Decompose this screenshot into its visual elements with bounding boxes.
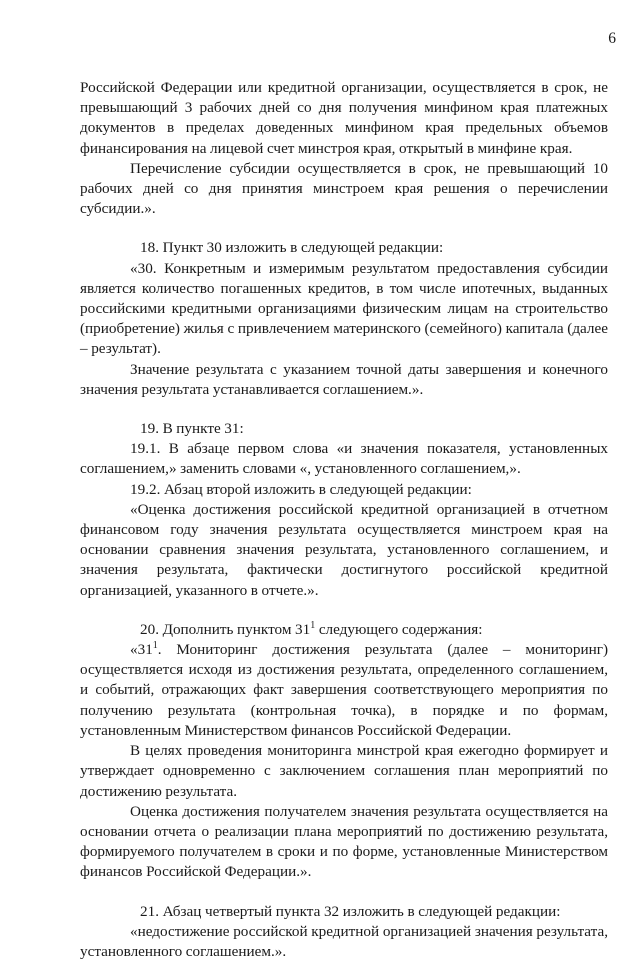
paragraph-gap xyxy=(80,601,608,620)
paragraph-assessment: «Оценка достижения российской кредитной организацией в отчетном финансовом году значения результата осуществляется минстроем края на основании сравнения значения результата, установленного соглашением, и значения результата, фактически достигнутого российской кредитной организацией, указанного в отчете.». xyxy=(80,500,608,599)
paragraph-gap xyxy=(80,400,608,419)
paragraph-item-21: 21. Абзац четвертый пункта 32 изложить в следующей редакции: xyxy=(140,902,561,920)
paragraph-item-20 xyxy=(80,620,608,640)
paragraph-item-19: 19. В пункте 31: xyxy=(140,420,244,438)
clause-31-1-superscript: 1 xyxy=(152,640,158,652)
item-20-text-end: следующего содержания: xyxy=(315,620,483,638)
paragraph-item-19-2: 19.2. Абзац второй изложить в следующей редакции: xyxy=(130,480,472,498)
paragraph-gap xyxy=(80,219,608,238)
paragraph-achievement-assessment: Оценка достижения получателем значения результата осуществляется на основании отчета о реализации плана мероприятий по достижению результата, формируемого получателем в сроки и по форме, установленные Министерством финансов Российской Федерации.». xyxy=(80,802,608,881)
clause-31-1-text: . Мониторинг достижения результата (далее – мониторинг) осуществляется исходя из достижения результата, определенного соглашением, и событий, отражающих факт завершения соответствующего мероприятия по получению результата (контрольная точка), в порядке и по формам, установленным Министерством финансов Российской Федерации. xyxy=(80,641,608,739)
paragraph-item-19-1: 19.1. В абзаце первом слова «и значения показателя, установленных соглашением,» заменить словами «, установленного соглашением,». xyxy=(80,440,608,478)
item-20-text-start: 20. Дополнить пунктом 31 xyxy=(140,620,311,638)
paragraph-gap xyxy=(80,883,608,902)
paragraph-result-value: Значение результата с указанием точной даты завершения и конечного значения результата устанавливается соглашением.». xyxy=(80,360,608,398)
paragraph-continuation: Российской Федерации или кредитной организации, осуществляется в срок, не превышающий 3 рабочих дней со дня получения минфином края платежных документов в пределах доведенных минфином края предельных объемов финансирования на лицевой счет минстроя края, открытый в минфине края. xyxy=(80,79,608,157)
paragraph-clause-32: «недостижение российской кредитной организацией значения результата, установленного соглашением.». xyxy=(80,922,608,960)
document-body xyxy=(80,78,608,962)
item-20-superscript: 1 xyxy=(310,619,316,631)
paragraph-subsidy-transfer: Перечисление субсидии осуществляется в срок, не превышающий 10 рабочих дней со дня принятия минстроем края решения о перечислении субсидии.». xyxy=(80,159,608,218)
page-number: 6 xyxy=(608,30,616,47)
paragraph-item-18: 18. Пункт 30 изложить в следующей редакции: xyxy=(140,239,444,257)
paragraph-clause-31-1 xyxy=(80,640,608,741)
clause-31-1-start: «31 xyxy=(130,641,153,659)
paragraph-monitoring-plan: В целях проведения мониторинга минстрой края ежегодно формирует и утверждает одновременно с заключением соглашения план мероприятий по достижению результата. xyxy=(80,742,608,800)
paragraph-clause-30: «30. Конкретным и измеримым результатом предоставления субсидии является количество погашенных кредитов, в том числе ипотечных, выданных российскими кредитными организациями физическим лицам на строительство (приобретение) жилья с привлечением материнского (семейного) капитала (далее – результат). xyxy=(80,259,608,358)
